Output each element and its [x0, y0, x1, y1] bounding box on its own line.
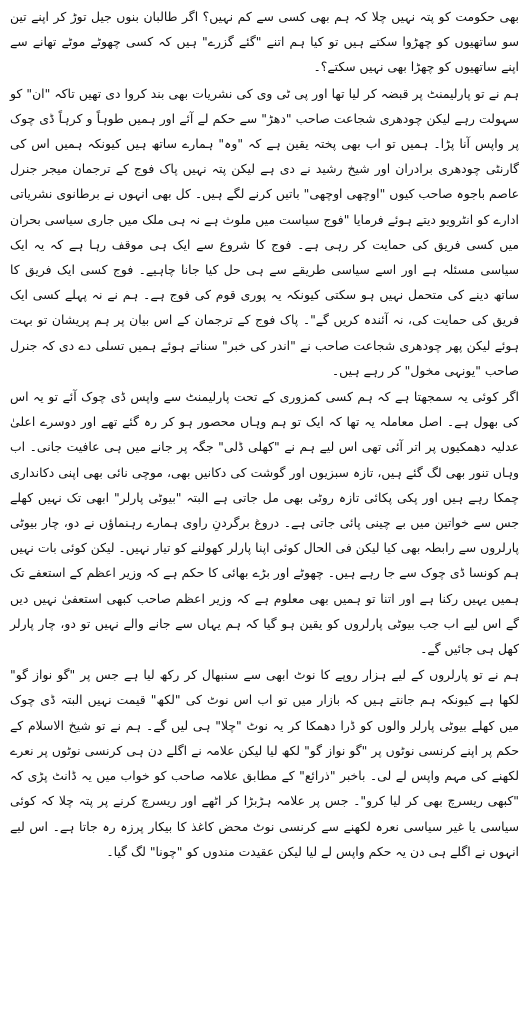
article-paragraph: ہم نے تو پارلروں کے لیے ہزار روپے کا نوٹ ابھی سے سنبھال کر رکھ لیا ہے جس پر "گو نواز گو" لکھا ہے کیونکہ ہم جانتے ہیں کہ بازار میں تو اب اس نوٹ کی "لکھ" قیمت نہیں البتہ ڈی چوک میں کھلے بیوٹی پارلر والوں کو ڈرا دھمکا کر یہ نوٹ "چلا" ہی لیں گے۔ ہم نے تو شیخ الاسلام کے حکم پر اپنے کرنسی نوٹوں پر "گو نواز گو" لکھ لیا لیکن علامہ نے اگلے دن ہی کرنسی نوٹوں پر نعرے لکھنے کی مہم واپس لے لی۔ باخبر "ذرائع" کے مطابق علامہ صاحب کو خواب میں یہ ڈانٹ پڑی کہ "کبھی ریسرچ بھی کر لیا کرو"۔ جس پر علامہ ہڑبڑا کر اٹھے اور ریسرچ کرنے پر پتہ چلا کہ کوئی سیاسی یا غیر سیاسی نعرہ لکھنے سے کرنسی نوٹ محض کاغذ کا بیکار پرزہ رہ جاتا ہے۔ اس لیے انہوں نے اگلے ہی دن یہ حکم واپس لے لیا لیکن عقیدت مندوں کو "چونا" لگ گیا۔: [10, 667, 519, 859]
article-paragraph: ہم نے تو پارلیمنٹ پر قبضہ کر لیا تھا اور پی ٹی وی کی نشریات بھی بند کروا دی تھیں تاکہ "ان" کو سہولت رہے لیکن چودھری شجاعت صاحب "دھڑ" سے حکم لے آئے اور ہمیں طوہاً و کرہاً ڈی چوک پر واپس آنا پڑا۔ ہمیں تو اب بھی پختہ یقین ہے کہ "وہ" ہمارے ساتھ ہیں کیونکہ ہمیں اس کی گارنٹی چودھری برادران اور شیخ رشید نے دی ہے لیکن پتہ نہیں پاک فوج کے ترجمان میجر جنرل عاصم باجوہ صاحب کیوں "اوچھی اوچھی" باتیں کرنے لگے ہیں۔ کل بھی انہوں نے برطانوی نشریاتی ادارے کو انٹرویو دیتے ہوئے فرمایا "فوج سیاست میں ملوث ہے نہ ہی ملک میں جاری سیاسی بحران میں کسی فریق کی حمایت کر رہی ہے۔ فوج کا شروع سے ایک ہی موقف رہا ہے کہ یہ ایک سیاسی مسئلہ ہے اور اسے سیاسی طریقے سے ہی حل کیا جانا چاہیے۔ فوج کسی ایک فریق کا ساتھ دینے کی متحمل نہیں ہو سکتی کیونکہ یہ پوری قوم کی فوج ہے۔ ہم نے نہ پہلے کسی ایک فریق کی حمایت کی، نہ آئندہ کریں گے"۔ پاک فوج کے ترجمان کے اس بیان پر ہم پریشان تو بہت ہوئے لیکن پھر چودھری شجاعت صاحب نے "اندر کی خبر" سناتے ہوئے ہمیں تسلی دے دی کہ جنرل صاحب "یونہی مخول" کر رہے ہیں۔: [9, 85, 519, 378]
article-paragraph: بھی حکومت کو پتہ نہیں چلا کہ ہم بھی کسی سے کم نہیں؟ اگر طالبان بنوں جیل توڑ کر اپنے تین سو ساتھیوں کو چھڑوا سکتے ہیں تو کیا ہم اتنے "گئے گزرے" ہیں کہ کسی چھوٹے موٹے تھانے سے اپنے ساتھیوں کو چھڑا بھی نہیں سکتے؟۔: [10, 9, 519, 75]
article-paragraph: اگر کوئی یہ سمجھتا ہے کہ ہم کسی کمزوری کے تحت پارلیمنٹ سے واپس ڈی چوک آئے تو یہ اس کی بھول ہے۔ اصل معاملہ یہ تھا کہ ایک تو ہم وہاں محصور ہو کر رہ گئے تھے اور دوسرے اعلیٰ عدلیہ دھمکیوں پر اتر آئی تھی اس لیے ہم نے "کھلی ڈلی" جگہ پر جانے میں ہی عافیت جانی۔ اب وہاں تنور بھی لگ گئے ہیں، تازہ سبزیوں اور گوشت کی دکانیں بھی، موچی نائی بھی اپنی دکانداری چمکا رہے ہیں اور پکی پکائی تازہ روٹی بھی مل جاتی ہے البتہ "بیوٹی پارلر" ابھی تک نہیں کھلے جس سے خواتین میں بے چینی پائی جاتی ہے۔ دروغ برگردنِ راوی ہمارے رہنماؤں نے دو، چار بیوٹی پارلروں سے رابطہ بھی کیا لیکن فی الحال کوئی اپنا پارلر کھولنے کو تیار نہیں۔ لیکن کوئی بات نہیں ہم کونسا ڈی چوک سے جا رہے ہیں۔ چھوٹے اور بڑے بھائی کا حکم ہے کہ وزیر اعظم کے استعفے تک ہمیں یہیں رکنا ہے اور اتنا تو ہمیں بھی معلوم ہے کہ وزیر اعظم صاحب کبھی استعفیٰ نہیں دیں گے اس لیے اب جب بیوٹی پارلروں کو یقین ہو گیا کہ ہم یہاں سے جانے والے نہیں تو دو، چار پارلر کھل ہی جائیں گے۔: [9, 389, 519, 657]
